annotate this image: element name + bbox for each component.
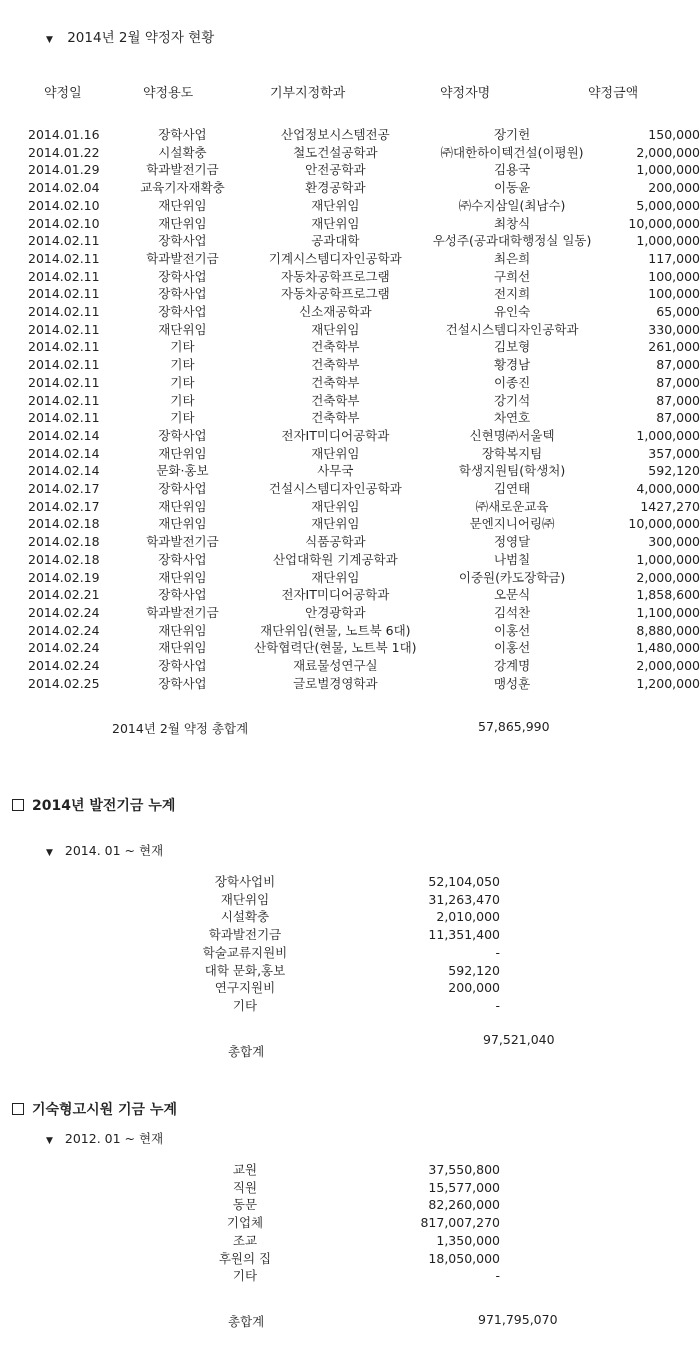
- pledge-date: 2014.02.11: [28, 304, 100, 320]
- summary-label: 대학 문화,홍보: [204, 962, 286, 978]
- pledge-amount: 2,000,000: [636, 658, 700, 674]
- summary-row: [150, 1196, 500, 1214]
- pledge-date: 2014.02.11: [28, 321, 100, 337]
- pledge-department: 재단위임: [311, 445, 360, 461]
- pledge-date: 2014.01.22: [28, 144, 100, 160]
- pledge-amount: 65,000: [656, 304, 700, 320]
- pledge-date: 2014.02.11: [28, 374, 100, 390]
- pledge-amount: 8,880,000: [636, 622, 700, 638]
- pledge-purpose: 재단위임: [158, 516, 207, 532]
- pledge-date: 2014.02.10: [28, 215, 100, 231]
- pledge-date: 2014.02.19: [28, 569, 100, 585]
- pledge-department: 재단위임(현물, 노트북 6대): [260, 622, 411, 638]
- summary-value: 11,351,400: [428, 927, 500, 943]
- header-amount: 약정금액: [588, 86, 639, 101]
- summary-value: 1,350,000: [436, 1232, 500, 1248]
- pledge-purpose: 장학사업: [158, 268, 207, 284]
- summary-value: 817,007,270: [420, 1215, 500, 1231]
- pledge-purpose: 장학사업: [158, 587, 207, 603]
- table-row: [20, 498, 700, 516]
- pledge-total-value: 57,865,990: [478, 719, 550, 734]
- summary-label: 기타: [232, 1268, 258, 1284]
- table-row: [20, 480, 700, 498]
- pledge-amount: 1,480,000: [636, 640, 700, 656]
- table-row: [20, 285, 700, 303]
- pledge-department: 재료물성연구실: [293, 658, 378, 674]
- hall-section-title: 기숙형고시원 기금 누계: [32, 1102, 177, 1118]
- pledge-amount: 4,000,000: [636, 481, 700, 497]
- pledge-donor: 전지희: [493, 286, 531, 302]
- header-date: 약정일: [44, 86, 82, 101]
- pledge-donor: ㈜대한하이텍건설(이평원): [440, 144, 584, 160]
- header-purpose: 약정용도: [143, 86, 194, 101]
- pledge-amount: 87,000: [656, 357, 700, 373]
- summary-row: [150, 926, 500, 944]
- pledge-purpose: 학과발전기금: [146, 162, 219, 178]
- pledge-donor: 이종진: [493, 374, 531, 390]
- pledge-purpose: 시설확충: [158, 144, 207, 160]
- pledge-department: 건축학부: [311, 357, 360, 373]
- summary-value: 200,000: [448, 980, 500, 996]
- pledge-date: 2014.02.21: [28, 587, 100, 603]
- summary-label: 동문: [232, 1197, 258, 1213]
- pledge-amount: 300,000: [648, 534, 700, 550]
- pledge-date: 2014.02.11: [28, 250, 100, 266]
- pledge-date: 2014.02.14: [28, 427, 100, 443]
- summary-row: [150, 997, 500, 1015]
- pledge-donor: 이중원(카도장학금): [458, 569, 566, 585]
- pledge-amount: 117,000: [648, 250, 700, 266]
- pledge-purpose: 장학사업: [158, 286, 207, 302]
- pledge-department: 신소재공학과: [299, 304, 372, 320]
- pledge-date: 2014.02.25: [28, 675, 100, 691]
- pledge-amount: 1,000,000: [636, 162, 700, 178]
- pledge-donor: 최창식: [493, 215, 531, 231]
- pledge-amount: 87,000: [656, 374, 700, 390]
- pledge-donor: 우성주(공과대학행정실 일동): [432, 233, 592, 249]
- fund-section-heading: [12, 795, 175, 815]
- pledge-purpose: 재단위임: [158, 197, 207, 213]
- summary-row: [150, 944, 500, 962]
- pledge-donor: ㈜수지삼일(최남수): [458, 197, 566, 213]
- pledge-table: [20, 126, 700, 693]
- table-row: [20, 675, 700, 693]
- pledge-section-title: 2014년 2월 약정자 현황: [67, 30, 215, 46]
- table-row: [20, 586, 700, 604]
- summary-row: [150, 1250, 500, 1268]
- pledge-amount: 1,000,000: [636, 233, 700, 249]
- pledge-amount: 150,000: [648, 127, 700, 142]
- summary-row: [150, 1232, 500, 1250]
- summary-label: 학술교류지원비: [202, 944, 288, 960]
- summary-label: 연구지원비: [214, 980, 276, 996]
- pledge-date: 2014.02.17: [28, 498, 100, 514]
- pledge-department: 공과대학: [311, 233, 360, 249]
- pledge-purpose: 학과발전기금: [146, 250, 219, 266]
- table-row: [20, 604, 700, 622]
- pledge-amount: 1,000,000: [636, 427, 700, 443]
- summary-value: 82,260,000: [428, 1197, 500, 1213]
- summary-value: -: [495, 1268, 500, 1284]
- table-row: [20, 445, 700, 463]
- pledge-donor: 장학복지팀: [481, 445, 543, 461]
- summary-value: 2,010,000: [436, 909, 500, 925]
- table-row: [20, 374, 700, 392]
- pledge-amount: 592,120: [648, 463, 700, 479]
- pledge-purpose: 기타: [170, 410, 195, 426]
- hall-total-label: 총합계: [228, 1314, 265, 1329]
- pledge-amount: 1,100,000: [636, 604, 700, 620]
- summary-row: [150, 1267, 500, 1285]
- summary-label: 조교: [232, 1232, 258, 1248]
- pledge-date: 2014.02.11: [28, 392, 100, 408]
- pledge-date: 2014.02.24: [28, 658, 100, 674]
- pledge-department: 사무국: [317, 463, 354, 479]
- pledge-donor: 강기석: [493, 392, 531, 408]
- pledge-donor: 김용국: [493, 162, 531, 178]
- summary-row: [150, 1214, 500, 1232]
- pledge-department: 자동차공학프로그램: [281, 268, 390, 284]
- table-row: [20, 197, 700, 215]
- pledge-department: 재단위임: [311, 197, 360, 213]
- pledge-department: 건축학부: [311, 392, 360, 408]
- triangle-bullet-icon: ▼: [46, 35, 53, 45]
- hall-total-value: 971,795,070: [478, 1312, 558, 1327]
- summary-row: [150, 891, 500, 909]
- pledge-date: 2014.02.11: [28, 339, 100, 355]
- pledge-purpose: 기타: [170, 392, 195, 408]
- summary-row: [150, 908, 500, 926]
- pledge-date: 2014.02.11: [28, 410, 100, 426]
- pledge-department: 산업정보시스템전공: [281, 127, 390, 142]
- pledge-purpose: 재단위임: [158, 569, 207, 585]
- pledge-date: 2014.02.24: [28, 640, 100, 656]
- pledge-purpose: 기타: [170, 374, 195, 390]
- pledge-purpose: 장학사업: [158, 427, 207, 443]
- header-donor: 약정자명: [440, 86, 491, 101]
- table-row: [20, 126, 700, 144]
- summary-value: -: [495, 997, 500, 1013]
- fund-period: [46, 841, 163, 859]
- pledge-donor: 김보형: [493, 339, 531, 355]
- pledge-amount: 1,858,600: [636, 587, 700, 603]
- summary-label: 재단위임: [220, 891, 270, 907]
- pledge-date: 2014.01.16: [28, 127, 100, 142]
- pledge-amount: 10,000,000: [628, 215, 700, 231]
- pledge-purpose: 기타: [170, 357, 195, 373]
- pledge-total-label: 2014년 2월 약정 총합계: [112, 721, 249, 736]
- fund-total-label: 총합계: [228, 1044, 265, 1059]
- pledge-date: 2014.02.11: [28, 268, 100, 284]
- pledge-donor: 건설시스템디자인공학과: [445, 321, 579, 337]
- summary-row: [150, 1161, 500, 1179]
- pledge-department: 건축학부: [311, 374, 360, 390]
- pledge-purpose: 장학사업: [158, 551, 207, 567]
- pledge-date: 2014.02.14: [28, 463, 100, 479]
- pledge-amount: 2,000,000: [636, 144, 700, 160]
- table-row: [20, 232, 700, 250]
- pledge-amount: 2,000,000: [636, 569, 700, 585]
- summary-label: 시설확충: [220, 909, 270, 925]
- summary-label: 후원의 집: [218, 1250, 272, 1266]
- header-department: 기부지정학과: [270, 86, 346, 101]
- pledge-department: 전자IT미디어공학과: [281, 587, 390, 603]
- pledge-purpose: 기타: [170, 339, 195, 355]
- pledge-purpose: 재단위임: [158, 640, 207, 656]
- table-row: [20, 639, 700, 657]
- pledge-purpose: 장학사업: [158, 233, 207, 249]
- pledge-amount: 10,000,000: [628, 516, 700, 532]
- pledge-purpose: 재단위임: [158, 445, 207, 461]
- pledge-date: 2014.02.18: [28, 551, 100, 567]
- pledge-purpose: 장학사업: [158, 675, 207, 691]
- pledge-donor: 학생지원팀(학생처): [458, 463, 566, 479]
- pledge-amount: 1,000,000: [636, 551, 700, 567]
- pledge-department: 재단위임: [311, 516, 360, 532]
- pledge-donor: ㈜새로운교육: [475, 498, 549, 514]
- pledge-donor: 유인숙: [493, 304, 531, 320]
- summary-label: 기업체: [226, 1215, 264, 1231]
- table-row: [20, 409, 700, 427]
- pledge-department: 전자IT미디어공학과: [281, 427, 390, 443]
- table-row: [20, 356, 700, 374]
- table-row: [20, 144, 700, 162]
- pledge-department: 안경광학과: [305, 604, 366, 620]
- summary-row: [150, 962, 500, 980]
- pledge-donor: 정영달: [493, 534, 531, 550]
- pledge-date: 2014.02.18: [28, 516, 100, 532]
- pledge-donor: 문엔지니어링㈜: [469, 516, 555, 532]
- summary-row: [150, 979, 500, 997]
- summary-label: 학과발전기금: [208, 927, 282, 943]
- pledge-amount: 100,000: [648, 268, 700, 284]
- summary-label: 기타: [232, 997, 258, 1013]
- pledge-donor: 구희선: [493, 268, 531, 284]
- pledge-purpose: 장학사업: [158, 481, 207, 497]
- pledge-amount: 330,000: [648, 321, 700, 337]
- table-row: [20, 533, 700, 551]
- table-row: [20, 179, 700, 197]
- summary-value: 18,050,000: [428, 1250, 500, 1266]
- pledge-donor: 김석찬: [493, 604, 531, 620]
- pledge-department: 산학협력단(현물, 노트북 1대): [254, 640, 417, 656]
- triangle-bullet-icon: ▼: [46, 848, 53, 858]
- pledge-purpose: 장학사업: [158, 127, 207, 142]
- pledge-date: 2014.02.04: [28, 180, 100, 196]
- pledge-purpose: 재단위임: [158, 622, 207, 638]
- pledge-amount: 200,000: [648, 180, 700, 196]
- pledge-purpose: 문화·홍보: [156, 463, 209, 479]
- pledge-donor: 이홍선: [493, 640, 531, 656]
- pledge-department: 재단위임: [311, 215, 360, 231]
- pledge-date: 2014.02.18: [28, 534, 100, 550]
- pledge-purpose: 장학사업: [158, 304, 207, 320]
- summary-value: -: [495, 944, 500, 960]
- pledge-date: 2014.02.24: [28, 604, 100, 620]
- pledge-donor: 장기헌: [493, 127, 531, 142]
- pledge-department: 자동차공학프로그램: [281, 286, 390, 302]
- table-row: [20, 303, 700, 321]
- pledge-date: 2014.02.14: [28, 445, 100, 461]
- summary-value: 15,577,000: [428, 1179, 500, 1195]
- pledge-department: 재단위임: [311, 321, 360, 337]
- square-bullet-icon: [12, 1103, 24, 1115]
- pledge-purpose: 장학사업: [158, 658, 207, 674]
- pledge-department: 건축학부: [311, 339, 360, 355]
- hall-period: [46, 1129, 163, 1147]
- table-row: [20, 462, 700, 480]
- pledge-donor: 이동윤: [493, 180, 531, 196]
- pledge-amount: 1427,270: [640, 498, 700, 514]
- table-row: [20, 569, 700, 587]
- pledge-donor: 오문식: [493, 587, 531, 603]
- pledge-amount: 87,000: [656, 392, 700, 408]
- summary-value: 37,550,800: [428, 1162, 500, 1177]
- pledge-department: 식품공학과: [305, 534, 366, 550]
- hall-section-heading: [12, 1099, 177, 1119]
- pledge-purpose: 재단위임: [158, 498, 207, 514]
- summary-value: 52,104,050: [428, 874, 500, 889]
- square-bullet-icon: [12, 799, 24, 811]
- summary-value: 592,120: [448, 962, 500, 978]
- table-row: [20, 427, 700, 445]
- pledge-department: 건축학부: [311, 410, 360, 426]
- pledge-date: 2014.02.11: [28, 286, 100, 302]
- pledge-donor: 황경남: [493, 357, 531, 373]
- table-row: [20, 161, 700, 179]
- pledge-purpose: 학과발전기금: [146, 534, 219, 550]
- pledge-donor: 김연태: [493, 481, 531, 497]
- pledge-amount: 87,000: [656, 410, 700, 426]
- pledge-department: 산업대학원 기계공학과: [272, 551, 398, 567]
- pledge-department: 글로벌경영학과: [293, 675, 378, 691]
- table-row: [20, 622, 700, 640]
- summary-row: [150, 873, 500, 891]
- table-row: [20, 321, 700, 339]
- table-row: [20, 250, 700, 268]
- pledge-donor: 강계명: [493, 658, 531, 674]
- pledge-donor: 최은희: [493, 250, 531, 266]
- summary-label: 장학사업비: [214, 874, 276, 889]
- fund-section-title: 2014년 발전기금 누계: [32, 798, 176, 814]
- table-row: [20, 215, 700, 233]
- summary-label: 직원: [232, 1179, 258, 1195]
- pledge-donor: 나범칠: [493, 551, 531, 567]
- pledge-donor: 이홍선: [493, 622, 531, 638]
- pledge-purpose: 재단위임: [158, 215, 207, 231]
- pledge-date: 2014.02.24: [28, 622, 100, 638]
- pledge-department: 안전공학과: [305, 162, 366, 178]
- pledge-donor: 신현명㈜서울텍: [469, 427, 555, 443]
- pledge-section-heading: [46, 26, 214, 46]
- summary-row: [150, 1179, 500, 1197]
- table-row: [20, 268, 700, 286]
- table-row: [20, 515, 700, 533]
- pledge-purpose: 재단위임: [158, 321, 207, 337]
- pledge-donor: 맹성훈: [493, 675, 531, 691]
- summary-label: 교원: [232, 1162, 258, 1177]
- pledge-department: 환경공학과: [305, 180, 366, 196]
- pledge-purpose: 학과발전기금: [146, 604, 219, 620]
- fund-summary-table: [150, 873, 500, 1015]
- pledge-purpose: 교육기자재확충: [140, 180, 225, 196]
- pledge-amount: 357,000: [648, 445, 700, 461]
- table-row: [20, 392, 700, 410]
- pledge-date: 2014.02.17: [28, 481, 100, 497]
- hall-period-text: 2012. 01 ~ 현재: [64, 1131, 164, 1146]
- pledge-amount: 1,200,000: [636, 675, 700, 691]
- hall-summary-table: [150, 1161, 500, 1285]
- fund-total-value: 97,521,040: [483, 1032, 555, 1047]
- pledge-amount: 261,000: [648, 339, 700, 355]
- pledge-date: 2014.02.11: [28, 357, 100, 373]
- table-row: [20, 657, 700, 675]
- pledge-department: 재단위임: [311, 569, 360, 585]
- summary-value: 31,263,470: [428, 891, 500, 907]
- pledge-date: 2014.02.10: [28, 197, 100, 213]
- triangle-bullet-icon: ▼: [46, 1136, 53, 1146]
- table-row: [20, 551, 700, 569]
- fund-period-text: 2014. 01 ~ 현재: [64, 843, 164, 858]
- pledge-date: 2014.01.29: [28, 162, 100, 178]
- pledge-amount: 100,000: [648, 286, 700, 302]
- pledge-donor: 차연호: [493, 410, 531, 426]
- pledge-department: 철도건설공학과: [293, 144, 378, 160]
- pledge-department: 재단위임: [311, 498, 360, 514]
- pledge-amount: 5,000,000: [636, 197, 700, 213]
- pledge-date: 2014.02.11: [28, 233, 100, 249]
- table-row: [20, 338, 700, 356]
- pledge-department: 기계시스템디자인공학과: [268, 250, 402, 266]
- pledge-department: 건설시스템디자인공학과: [268, 481, 402, 497]
